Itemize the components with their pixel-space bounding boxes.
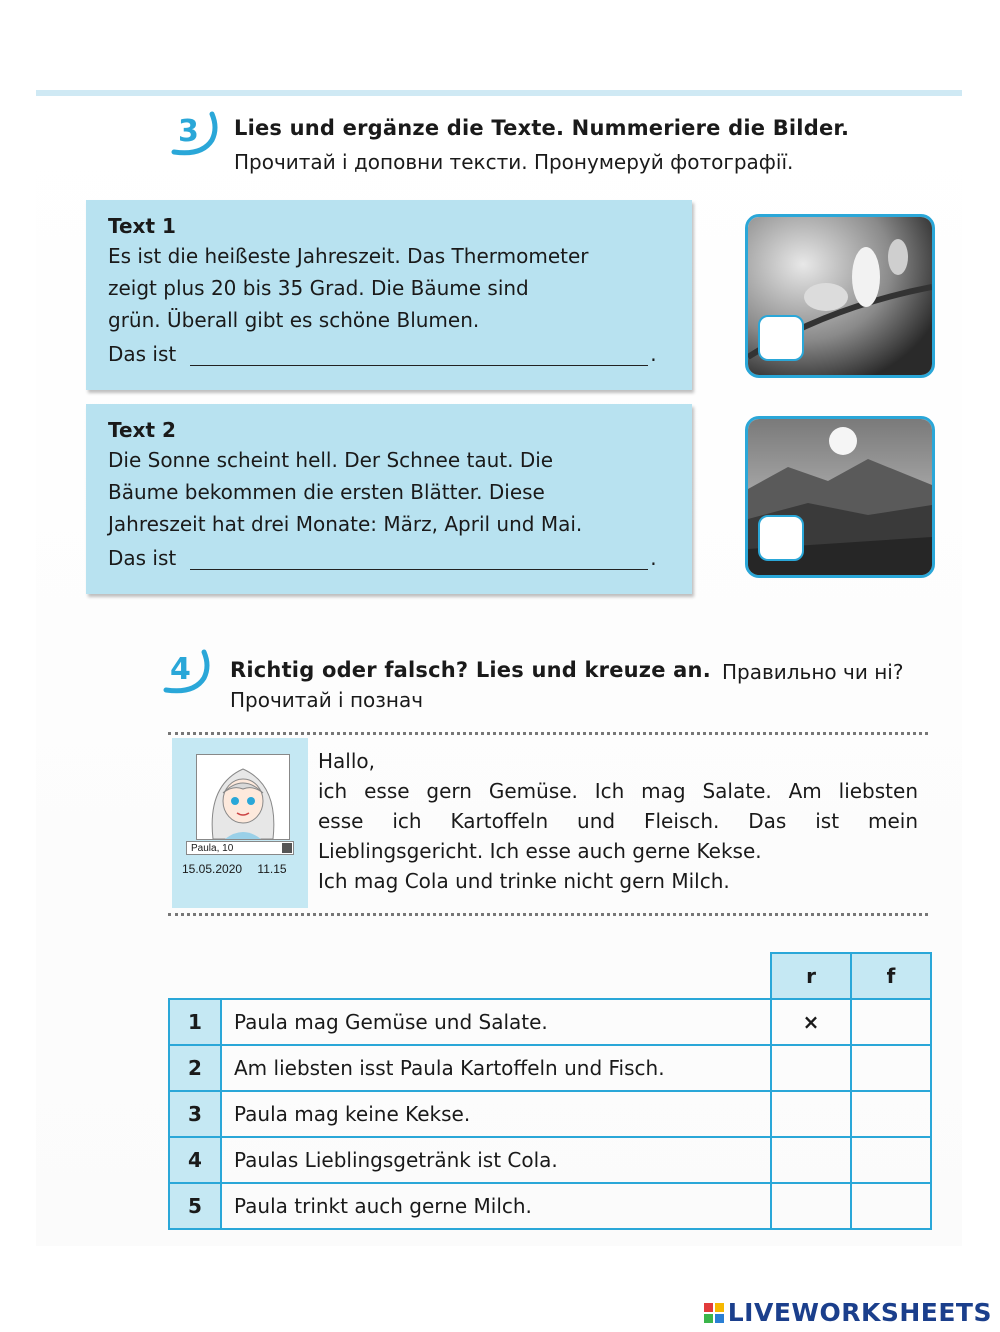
message-line: ich esse gern Gemüse. Ich mag Salate. Am liebsten [318, 779, 918, 803]
statement: Am liebsten isst Paula Kartoffeln und Fisch. [221, 1045, 771, 1091]
profile-name-field [186, 841, 294, 855]
exercise-4-instruction-de: Richtig oder falsch? Lies und kreuze an. [230, 658, 711, 682]
exercise-4-number-badge [160, 648, 210, 698]
text-1-answer-input[interactable] [190, 347, 648, 366]
message-line: Hallo, [318, 749, 376, 773]
text-1-box [86, 200, 692, 390]
avatar [196, 754, 290, 840]
table-row [169, 1183, 931, 1229]
text-2-answer-prefix: Das ist [108, 546, 177, 570]
row-number: 1 [169, 999, 221, 1045]
liveworksheets-logo [704, 1298, 992, 1327]
chat-message-panel [168, 730, 928, 915]
text-2-answer-end: . [650, 546, 657, 570]
dropdown-icon [282, 843, 292, 853]
checkbox-f[interactable] [851, 1183, 931, 1229]
exercise-3-instruction-ua: Прочитай і доповни тексти. Пронумеруй фотографії. [234, 150, 794, 174]
text-2-line: Jahreszeit hat drei Monate: März, April und Mai. [108, 512, 583, 536]
message-timestamp [182, 862, 299, 876]
exercise-3-number: 3 [178, 114, 199, 149]
statement: Paula trinkt auch gerne Milch. [221, 1183, 771, 1229]
table-row [169, 1045, 931, 1091]
row-number: 3 [169, 1091, 221, 1137]
message-line: Lieblingsgericht. Ich esse auch gerne Kekse. [318, 839, 762, 863]
table-row [169, 999, 931, 1045]
text-2-box [86, 404, 692, 594]
text-1-line: grün. Überall gibt es schöne Blumen. [108, 308, 480, 332]
text-1-title: Text 1 [108, 214, 176, 238]
table-row [169, 1091, 931, 1137]
message-time: 11.15 [257, 862, 287, 876]
profile-name: Paula, 10 [191, 843, 234, 854]
text-1-answer-end: . [650, 342, 657, 366]
photo-1-number-box[interactable] [758, 315, 804, 361]
statement: Paulas Lieblingsgetränk ist Cola. [221, 1137, 771, 1183]
girl-avatar-icon [197, 755, 289, 839]
checkbox-r[interactable] [771, 1045, 851, 1091]
exercise-4-instruction-ua-2: Прочитай і познач [230, 688, 424, 712]
message-line: esse ich Kartoffeln und Fleisch. Das ist mein [318, 809, 918, 833]
text-2-line: Die Sonne scheint hell. Der Schnee taut. Die [108, 448, 554, 472]
message-date: 15.05.2020 [182, 862, 243, 876]
row-number: 4 [169, 1137, 221, 1183]
brand-text: LIVEWORKSHEETS [727, 1298, 992, 1327]
text-1-answer-prefix: Das ist [108, 342, 177, 366]
column-header-r: r [771, 953, 851, 999]
photo-1 [745, 214, 935, 378]
checkbox-r[interactable] [771, 1183, 851, 1229]
checkbox-f[interactable] [851, 1045, 931, 1091]
exercise-4-number: 4 [170, 652, 191, 687]
exercise-3-number-badge [168, 110, 218, 160]
true-false-table [168, 952, 932, 1230]
header-spacer [221, 953, 771, 999]
text-2-title: Text 2 [108, 418, 176, 442]
checkbox-r[interactable]: × [771, 999, 851, 1045]
column-header-f: f [851, 953, 931, 999]
row-number: 2 [169, 1045, 221, 1091]
exercise-4-instruction-ua-1: Правильно чи ні? [722, 660, 904, 684]
text-1-line: zeigt plus 20 bis 35 Grad. Die Bäume sind [108, 276, 529, 300]
text-2-answer-input[interactable] [190, 551, 648, 570]
checkbox-f[interactable] [851, 999, 931, 1045]
logo-icon [704, 1303, 724, 1323]
exercise-3-instruction-de: Lies und ergänze die Texte. Nummeriere die Bilder. [234, 116, 850, 140]
checkbox-f[interactable] [851, 1091, 931, 1137]
profile-panel [172, 738, 308, 908]
message-text [318, 746, 918, 896]
divider [168, 732, 928, 735]
photo-2-number-box[interactable] [758, 515, 804, 561]
row-number: 5 [169, 1183, 221, 1229]
header-spacer [169, 953, 221, 999]
statement: Paula mag keine Kekse. [221, 1091, 771, 1137]
checkbox-r[interactable] [771, 1091, 851, 1137]
text-2-line: Bäume bekommen die ersten Blätter. Diese [108, 480, 545, 504]
photo-2 [745, 416, 935, 578]
message-line: Ich mag Cola und trinke nicht gern Milch. [318, 869, 730, 893]
checkbox-f[interactable] [851, 1137, 931, 1183]
checkbox-r[interactable] [771, 1137, 851, 1183]
text-1-line: Es ist die heißeste Jahreszeit. Das Thermometer [108, 244, 589, 268]
statement: Paula mag Gemüse und Salate. [221, 999, 771, 1045]
table-row [169, 1137, 931, 1183]
divider [168, 913, 928, 916]
